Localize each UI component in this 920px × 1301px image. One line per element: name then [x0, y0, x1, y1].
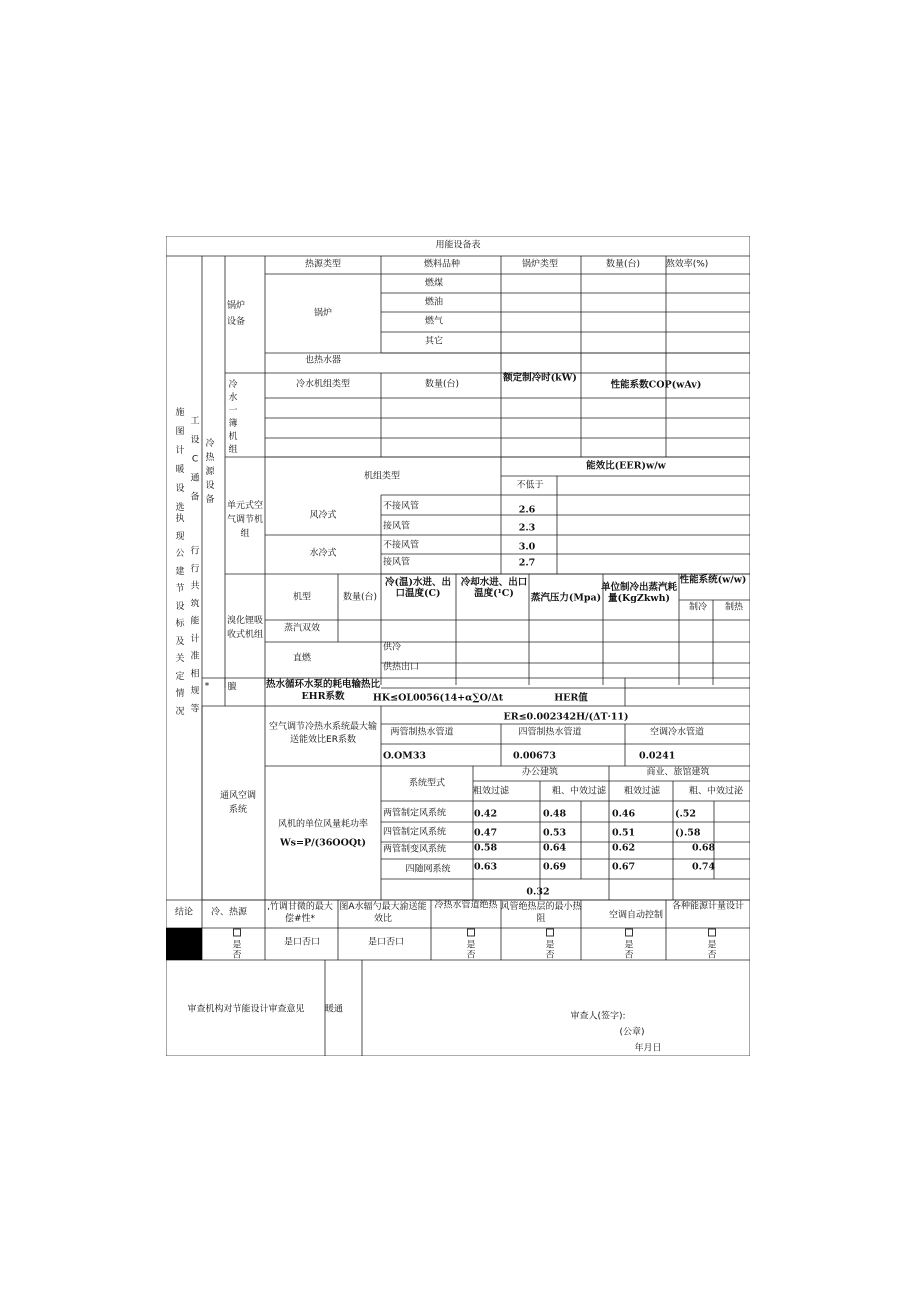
sys-type-header: 系统型式 — [408, 778, 446, 789]
vent-row-2-v3: 0.68 — [692, 842, 716, 854]
abs-header-type: 机型 — [292, 592, 312, 603]
unitary-group-label: 单元式空气调节机组 — [226, 501, 263, 539]
checkbox-0[interactable] — [233, 928, 241, 939]
eer-value-3: 2.7 — [518, 557, 536, 569]
water-cooled-label: 水冷式 — [309, 548, 337, 559]
yesno-inline-1[interactable]: 是口否口 — [283, 937, 321, 948]
vent-row-1-name: 四管制定风系统 — [383, 827, 447, 838]
fuel-coal: 燃煤 — [424, 278, 444, 289]
vent-row-3-v1: 0.69 — [543, 861, 567, 873]
conclusion-header-2: 图A水辐勺最大渝送能效比 — [339, 902, 427, 924]
energy-equipment-form — [166, 236, 750, 1056]
ehr-formula: HK≤OL0056(14+α∑O/Δt — [372, 692, 504, 704]
vent-extra-value: 0.32 — [526, 886, 550, 898]
vent-row-1-v1: 0.53 — [543, 827, 567, 839]
vent-row-1-v3: ().58 — [675, 827, 701, 839]
eer-header: 能效比(EER)w/w — [586, 460, 666, 472]
yesno-inline-2[interactable]: 是口否口 — [367, 937, 405, 948]
boiler-header-4: 熬效率(%) — [665, 259, 709, 270]
commerce-building-header: 商业、旅馆建筑 — [646, 767, 710, 778]
absorption-group-label: 溴化锂吸收式机组 — [226, 616, 263, 640]
conclusion-header-5: 空调自动控制 — [608, 910, 664, 921]
eer-value-1: 2.3 — [518, 522, 536, 534]
eer-value-2: 3.0 — [518, 541, 536, 553]
fuel-oil: 燃油 — [424, 297, 444, 308]
vent-row-0-v3: (.52 — [675, 808, 697, 820]
vent-row-3-name: 四随网系统 — [405, 864, 451, 875]
no-0: 否 — [232, 950, 242, 961]
vent-row-0-v2: 0.46 — [612, 808, 636, 820]
yes-0: 是 — [232, 940, 242, 951]
er-header-2: 空调冷水管道 — [649, 727, 705, 738]
er-value-2: 0.0241 — [639, 750, 676, 762]
boiler-header-3: 数量(台) — [605, 259, 641, 270]
abs-header-chilled-temp: 冷(温)水进、出口温度(C) — [385, 577, 451, 599]
review-label: 审查机构对节能设计审查意见 — [187, 1004, 305, 1015]
abs-type-steam: 蒸汽双效 — [283, 623, 321, 634]
abs-header-cop: 性能系统(w/w) — [679, 574, 747, 586]
conclusion-header-3: 冷热水管道绝热 — [434, 900, 498, 911]
review-date-label: 年月日 — [634, 1043, 662, 1054]
other-heater-type: 也热水器 — [304, 355, 342, 366]
vent-row-0-v1: 0.48 — [543, 808, 567, 820]
filter-header-1: 粗、中效过滤 — [551, 786, 607, 797]
checkbox-4[interactable] — [546, 928, 554, 939]
yes-4: 是 — [545, 940, 555, 951]
fan-power-label: 风机的单位风量耗功率 — [277, 819, 369, 830]
abs-header-qty: 数量(台) — [342, 592, 378, 603]
vent-row-1-v0: 0.47 — [474, 827, 498, 839]
checkbox-6[interactable] — [708, 928, 716, 939]
left-label-col2: 工设C通备 — [190, 416, 200, 503]
conclusion-header-6: 各种能源计量设计 — [671, 901, 745, 912]
black-redaction-box — [166, 928, 202, 960]
boiler-header-1: 燃料品种 — [423, 259, 461, 270]
no-3: 否 — [466, 950, 476, 961]
yes-5: 是 — [624, 940, 634, 951]
air-cooled-duct: 接风管 — [383, 521, 411, 532]
air-cooled-label: 风冷式 — [309, 510, 337, 521]
left-label-col2b: 行行共筑能计准相规等 — [190, 546, 200, 714]
conclusion-header-0: 冷、热源 — [210, 907, 248, 918]
no-4: 否 — [545, 950, 555, 961]
boiler-header-2: 锅炉类型 — [521, 259, 559, 270]
vent-row-3-v2: 0.67 — [612, 861, 636, 873]
chiller-group-label: 冷水一簿机组 — [228, 380, 238, 455]
checkbox-3[interactable] — [467, 928, 475, 939]
form-grid — [166, 236, 750, 1056]
left-label-1: 施图计暖设选 — [175, 408, 185, 513]
vent-row-2-name: 两管制变风系统 — [383, 844, 447, 855]
eer-value-0: 2.6 — [518, 504, 536, 516]
boiler-type: 锅炉 — [313, 308, 333, 319]
heat-cold-source-label: 冷热源设备 — [205, 439, 215, 505]
vent-row-3-v0: 0.63 — [474, 861, 498, 873]
abs-header-steam-use: 单位制冷出蒸汽耗量(KgZkwh) — [600, 582, 677, 604]
left-label-2: 执现公建节设标及关定情况 — [175, 514, 185, 717]
no-6: 否 — [707, 950, 717, 961]
water-cooled-duct: 接风管 — [383, 557, 411, 568]
vent-row-2-v1: 0.64 — [543, 842, 567, 854]
vent-row-1-v2: 0.51 — [612, 827, 636, 839]
abs-direct-cooling: 供冷 — [383, 642, 402, 653]
er-header-1: 四管制热水管道 — [518, 727, 582, 738]
chiller-header-2: 额定制冷时(kW) — [503, 372, 577, 384]
conclusion-header-4: 风管绝热层的最小热阻 — [500, 902, 582, 924]
abs-type-direct: 直燃 — [292, 653, 312, 664]
yes-3: 是 — [466, 940, 476, 951]
fuel-gas: 燃气 — [424, 316, 444, 327]
water-cooled-no-duct: 不接风管 — [383, 540, 420, 551]
er-value-1: 0.00673 — [513, 750, 556, 762]
conclusion-label: 结论 — [174, 907, 194, 918]
unitary-type-header: 机组类型 — [363, 471, 401, 482]
boiler-group-label: 锅炉设备 — [226, 301, 245, 327]
yes-6: 是 — [707, 940, 717, 951]
chiller-header-3: 性能系数COP(wAv) — [610, 379, 702, 391]
no-5: 否 — [624, 950, 634, 961]
abs-header-steam-pressure: 蒸汽压力(Mpa) — [530, 592, 602, 604]
office-building-header: 办公建筑 — [521, 767, 559, 778]
vent-row-0-name: 两管制定风系统 — [383, 808, 447, 819]
abs-cop-cooling: 制冷 — [688, 602, 708, 613]
checkbox-5[interactable] — [625, 928, 633, 939]
form-title: 用能设备表 — [435, 240, 481, 251]
filter-header-2: 粗效过滤 — [623, 786, 661, 797]
air-cooled-no-duct: 不接风管 — [383, 501, 420, 512]
ehr-label: 热水循环水泵的耗电输热比EHR系数 — [266, 679, 381, 702]
not-less-than: 不低于 — [516, 480, 544, 491]
ventilation-group-label: 通风空调系统 — [219, 791, 256, 815]
er-formula: ER≤0.002342H/(ΔT·11) — [503, 711, 629, 723]
conclusion-header-1: ,竹调甘微的最大偿#性* — [267, 902, 333, 924]
vent-row-3-v3: 0.74 — [692, 861, 716, 873]
abs-direct-heating-outlet: 供热出口 — [383, 662, 420, 673]
er-header-0: 两管制热水管道 — [390, 727, 454, 738]
vent-row-2-v0: 0.58 — [474, 842, 498, 854]
filter-header-3: 粗、中效过泌 — [689, 786, 744, 797]
abs-cop-heating: 制热 — [724, 602, 744, 613]
boiler-header-0: 热源类型 — [304, 259, 342, 270]
fuel-other: 其它 — [424, 336, 444, 347]
official-seal-label: (公章) — [619, 1027, 645, 1038]
er-value-0: O.OM33 — [383, 750, 427, 762]
review-dept: 暖通 — [324, 1004, 344, 1015]
fan-power-formula: Ws=P/(36OOQt) — [279, 837, 367, 849]
chiller-header-0: 冷水机组类型 — [295, 379, 351, 390]
filter-header-0: 粗效过滤 — [472, 786, 510, 797]
abs-header-cooling-temp: 冷却水进、出口温度(¹C) — [460, 577, 528, 599]
ehr-short-label: 膻 — [227, 682, 237, 693]
chiller-header-1: 数量(台) — [424, 379, 460, 390]
vent-row-2-v2: 0.62 — [612, 842, 636, 854]
er-label: 空气调节冷热水系统最大输送能效比ER系数 — [268, 722, 377, 745]
ehr-mark: * — [204, 681, 210, 692]
her-value-label: HER值 — [554, 692, 588, 704]
reviewer-signature-label: 审查人(签字): — [570, 1011, 626, 1022]
vent-row-0-v0: 0.42 — [474, 808, 498, 820]
